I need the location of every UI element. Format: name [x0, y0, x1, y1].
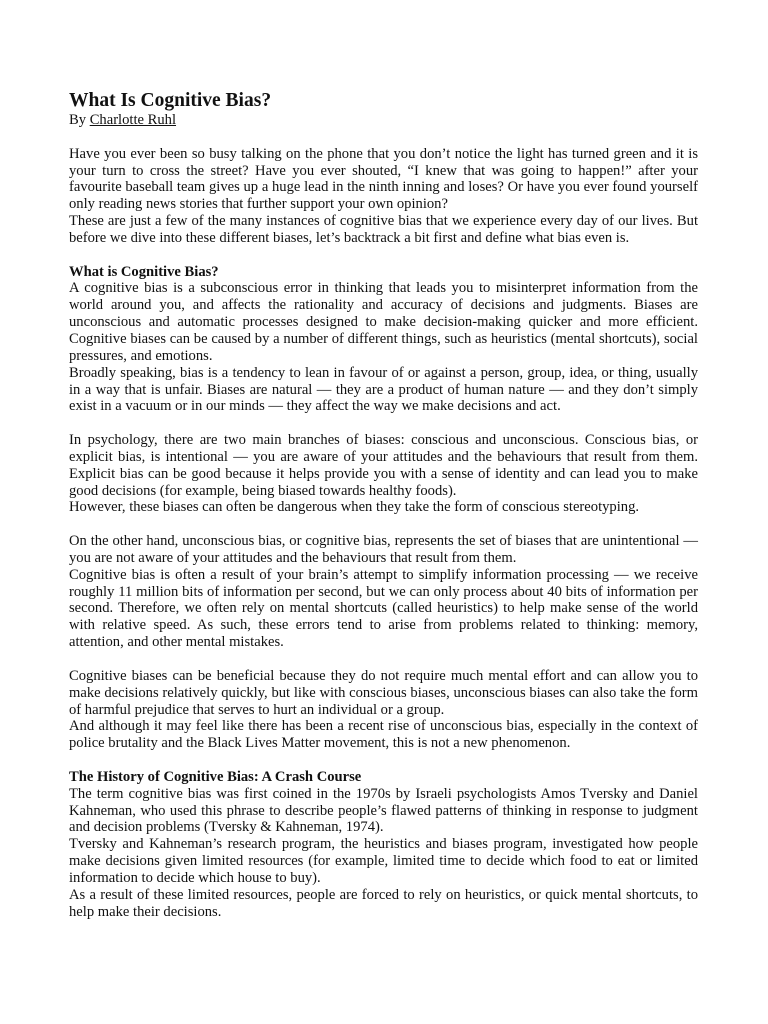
spacer — [69, 516, 698, 533]
section1-paragraph-8: And although it may feel like there has been a recent rise of unconscious bias, especially in the context of police brutality and the Black Lives Matter movement, this is not a new phenomenon. — [69, 718, 698, 752]
section1-paragraph-5: On the other hand, unconscious bias, or cognitive bias, represents the set of biases that are unintentional — you are not aware of your attitudes and the behaviours that result from them. — [69, 533, 698, 566]
section2-paragraph-1: The term cognitive bias was first coined in the 1970s by Israeli psychologists Amos Tversky and Daniel Kahneman, who used this phrase to describe people’s flawed patterns of thinking in response to judgment and decision problems (Tversky & Kahneman, 1974). — [69, 785, 698, 836]
section-heading-what-is: What is Cognitive Bias? — [69, 263, 219, 280]
spacer — [69, 651, 698, 668]
section1-paragraph-3: In psychology, there are two main branches of biases: conscious and unconscious. Conscious bias, or explicit bias, is intentional — you are aware of your attitudes and the behaviours that result from them. Explicit bias can be good because it helps provide you with a sense of identity and can lead you to make good decisions (for example, being biased towards healthy foods). — [69, 432, 698, 499]
spacer — [69, 752, 698, 769]
byline — [69, 112, 698, 129]
byline-prefix: By — [69, 112, 90, 128]
section1-paragraph-1: A cognitive bias is a subconscious error in thinking that leads you to misinterpret information from the world around you, and affects the rationality and accuracy of decisions and judgments. Biases are unconscious and automatic processes designed to make decision-making quicker and more efficient. Cognitive biases can be caused by a number of different things, such as heuristics (mental shortcuts), social pressures, and emotions. — [69, 280, 698, 364]
section1-paragraph-7: Cognitive biases can be beneficial because they do not require much mental effort and can allow you to make decisions relatively quickly, but like with conscious biases, unconscious biases can also take the form of harmful prejudice that serves to hurt an individual or a group. — [69, 667, 698, 718]
section1-paragraph-2: Broadly speaking, bias is a tendency to lean in favour of or against a person, group, idea, or thing, usually in a way that is unfair. Biases are natural — they are a product of human nature — and they don’t simply exist in a vacuum or in our minds — they affect the way we make decisions and act. — [69, 364, 698, 415]
document-title: What Is Cognitive Bias? — [69, 90, 272, 111]
section1-paragraph-4: However, these biases can often be dangerous when they take the form of conscious stereotyping. — [69, 499, 640, 516]
intro-paragraph-1: Have you ever been so busy talking on the phone that you don’t notice the light has turned green and it is your turn to cross the street? Have you ever shouted, “I knew that was going to happen!” after your favourite baseball team gives up a huge lead in the ninth inning and loses? Or have you ever found yourself only reading news stories that further support your own opinion? — [69, 145, 698, 213]
spacer — [69, 415, 698, 432]
spacer — [69, 247, 698, 264]
author-link[interactable]: Charlotte Ruhl — [89, 112, 177, 128]
section2-paragraph-3: As a result of these limited resources, people are forced to rely on heuristics, or quick mental shortcuts, to help make their decisions. — [69, 886, 698, 920]
intro-paragraph-2: These are just a few of the many instances of cognitive bias that we experience every day of our lives. But before we dive into these different biases, let’s backtrack a bit first and define what bias even is. — [69, 213, 698, 246]
section1-paragraph-6: Cognitive bias is often a result of your brain’s attempt to simplify information processing — we receive roughly 11 million bits of information per second, but we can only process about 40 bits of information per second. Therefore, we often rely on mental shortcuts (called heuristics) to help make sense of the world with relative speed. As such, these errors tend to arise from problems related to thinking: memory, attention, and other mental mistakes. — [69, 566, 698, 651]
section2-paragraph-2: Tversky and Kahneman’s research program, the heuristics and biases program, investigated how people make decisions given limited resources (for example, limited time to decide which food to eat or limited information to decide which house to buy). — [69, 836, 698, 886]
section-heading-history: The History of Cognitive Bias: A Crash Course — [69, 768, 362, 785]
